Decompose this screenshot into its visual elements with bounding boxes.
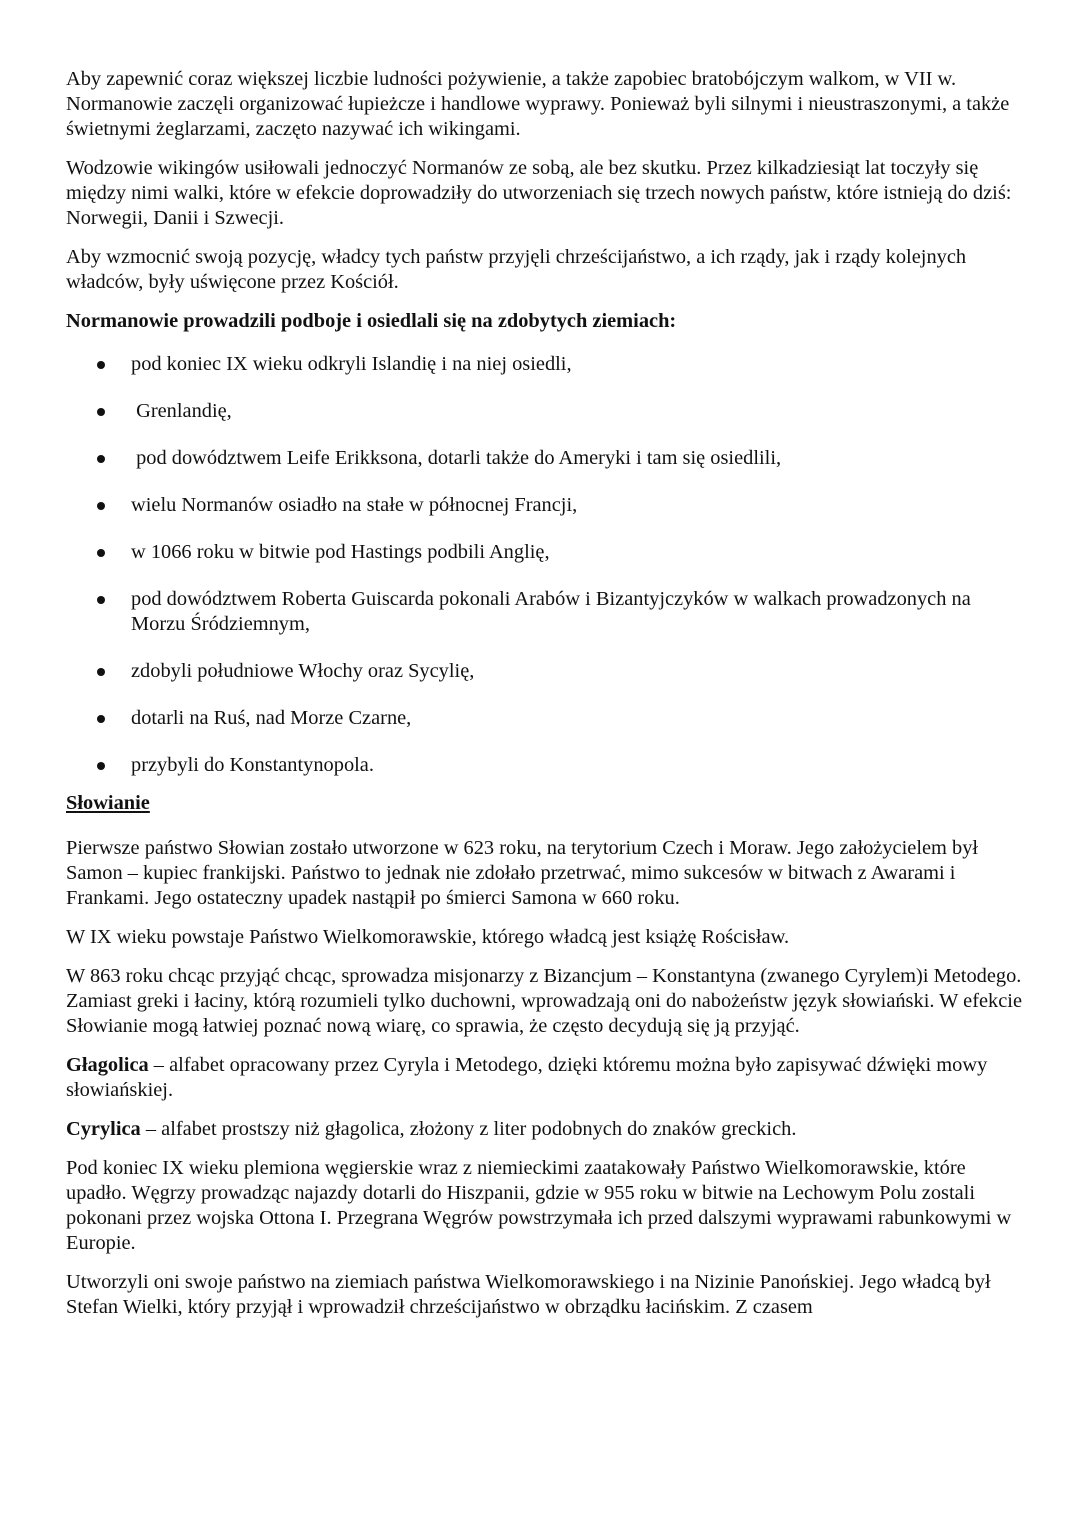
definition-term: Głagolica (66, 1054, 149, 1076)
paragraph-hungarian-state: Utworzyli oni swoje państwo na ziemiach państwa Wielkomorawskiego i na Nizinie Panońskiej. Jego władcą był Stefan Wielki, który przyjął i wprowadził chrześcijaństwo w obrządku łacińskim. Z czasem (66, 1271, 991, 1318)
list-item (66, 540, 1026, 565)
conquests-heading: Normanowie prowadzili podboje i osiedlali się na zdobytych ziemiach: (66, 310, 677, 332)
bullet-icon (97, 668, 105, 676)
list-item-text: wielu Normanów osiadło na stałe w północnej Francji, (131, 494, 578, 516)
list-item-text: pod koniec IX wieku odkryli Islandię i na niej osiedli, (131, 353, 572, 375)
bullet-icon (97, 596, 105, 604)
paragraph-viking-states: Wodzowie wikingów usiłowali jednoczyć Normanów ze sobą, ale bez skutku. Przez kilkadziesiąt lat toczyły się między nimi walki, które w efekcie doprowadziły do utworzeniach się trzech nowych państw, które istnieją do dziś: Norwegii, Danii i Szwecji. (66, 157, 1012, 229)
definition-term: Cyrylica (66, 1118, 141, 1140)
definition-text: – alfabet opracowany przez Cyryla i Metodego, dzięki któremu można było zapisywać dźwięki mowy słowiańskiej. (66, 1054, 988, 1101)
definition-glagolitic (66, 1053, 1026, 1103)
list-item-text: pod dowództwem Roberta Guiscarda pokonali Arabów i Bizantyjczyków w walkach prowadzonych na Morzu Śródziemnym, (131, 588, 971, 635)
bullet-icon (97, 408, 105, 416)
paragraph-hungarians: Pod koniec IX wieku plemiona węgierskie wraz z niemieckimi zaatakowały Państwo Wielkomorawskie, które upadło. Węgrzy prowadząc najazdy dotarli do Hiszpanii, gdzie w 955 roku w bitwie na Lechowym Polu zostali pokonani przez wojska Ottona I. Przegrana Węgrów powstrzymała ich przed dalszymi wyprawami rabunkowymi w Europie. (66, 1157, 1012, 1254)
paragraph-vikings-origin: Aby zapewnić coraz większej liczbie ludności pożywienie, a także zapobiec bratobójczym walkom, w VII w. Normanowie zaczęli organizować łupieżcze i handlowe wyprawy. Ponieważ byli silnymi i nieustraszonymi, a także świetnymi żeglarzami, zaczęto nazywać ich wikingami. (66, 68, 1010, 140)
list-item (66, 706, 1026, 731)
list-item-text: przybyli do Konstantynopola. (131, 754, 374, 776)
list-item-text: Grenlandię, (131, 400, 232, 422)
list-item-text: w 1066 roku w bitwie pod Hastings podbili Anglię, (131, 541, 550, 563)
section-title-slavs: Słowianie (66, 792, 150, 814)
list-item (66, 753, 1026, 778)
list-item (66, 659, 1026, 684)
list-item (66, 446, 1026, 471)
list-item (66, 493, 1026, 518)
conquests-list (66, 352, 1026, 778)
bullet-icon (97, 502, 105, 510)
bullet-icon (97, 455, 105, 463)
list-item-text: pod dowództwem Leife Erikksona, dotarli także do Ameryki i tam się osiedlili, (131, 447, 782, 469)
bullet-icon (97, 361, 105, 369)
definition-cyrillic (66, 1117, 1026, 1142)
list-item (66, 352, 1026, 377)
list-item (66, 399, 1026, 424)
list-item (66, 587, 1026, 637)
bullet-icon (97, 715, 105, 723)
bullet-icon (97, 762, 105, 770)
list-item-text: dotarli na Ruś, nad Morze Czarne, (131, 707, 412, 729)
paragraph-samon-state: Pierwsze państwo Słowian zostało utworzone w 623 roku, na terytorium Czech i Moraw. Jego założycielem był Samon – kupiec frankijski. Państwo to jednak nie zdołało przetrwać, mimo sukcesów w bitwach z Awarami i Frankami. Jego ostateczny upadek nastąpił po śmierci Samona w 660 roku. (66, 837, 979, 909)
paragraph-great-moravia: W IX wieku powstaje Państwo Wielkomorawskie, którego władcą jest książę Rościsław. (66, 926, 790, 948)
document-page (66, 67, 1026, 1334)
paragraph-christianity: Aby wzmocnić swoją pozycję, władcy tych państw przyjęli chrześcijaństwo, a ich rządy, jak i rządy kolejnych władców, były uświęcone przez Kościół. (66, 246, 967, 293)
bullet-icon (97, 549, 105, 557)
paragraph-missionaries: W 863 roku chcąc przyjąć chcąc, sprowadza misjonarzy z Bizancjum – Konstantyna (zwanego Cyrylem)i Metodego. Zamiast greki i łaciny, którą rozumieli tylko duchowni, wprowadzają oni do nabożeństw język słowiański. W efekcie Słowianie mogą łatwiej poznać nową wiarę, co sprawia, że często decydują się ją przyjąć. (66, 965, 1023, 1037)
definition-text: – alfabet prostszy niż głagolica, złożony z liter podobnych do znaków greckich. (140, 1118, 797, 1140)
list-item-text: zdobyli południowe Włochy oraz Sycylię, (131, 660, 475, 682)
